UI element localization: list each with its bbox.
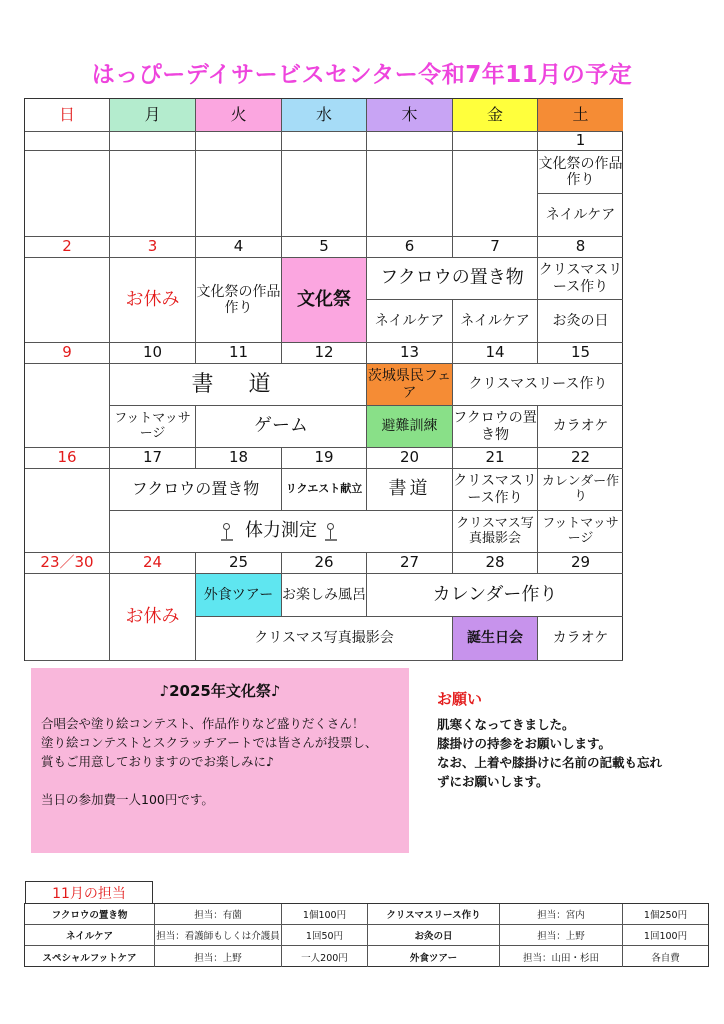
event-cell: クリスマスリース作り [453, 364, 623, 406]
date-number: 29 [538, 553, 623, 574]
staff-cell: 担当：上野 [155, 946, 282, 967]
event-cell: ネイルケア [367, 300, 453, 343]
event-cell: 避難訓練 [367, 406, 453, 448]
event-cell: ネイルケア [538, 194, 623, 237]
date-number: 2 [25, 237, 110, 258]
event-cell: フットマッサージ [538, 511, 623, 553]
date-number: 1 [538, 132, 623, 151]
staff-cell: 1個250円 [623, 904, 708, 925]
weekday-header: 日 [25, 99, 110, 132]
date-number: 22 [538, 448, 623, 469]
date-number: 14 [453, 343, 538, 364]
event-cell: リクエスト献立 [282, 469, 367, 511]
weekday-header: 月 [110, 99, 196, 132]
empty-cell [25, 574, 110, 661]
event-cell: カラオケ [538, 406, 623, 448]
staff-cell: 担当：宮内 [500, 904, 623, 925]
event-cell: フクロウの置き物 [110, 469, 282, 511]
staff-cell: 1個100円 [282, 904, 368, 925]
date-number: 23／30 [25, 553, 110, 574]
event-cell: お灸の日 [538, 300, 623, 343]
festival-line-3: 賞もご用意しておりますのでお楽しみに♪ [41, 754, 274, 769]
weekday-header: 水 [282, 99, 367, 132]
date-number: 20 [367, 448, 453, 469]
fitness-test-label: 体力測定 [245, 520, 317, 542]
fitness-stand-icon [221, 523, 237, 541]
date-number: 5 [282, 237, 367, 258]
empty-cell [196, 151, 282, 237]
festival-box [31, 668, 409, 853]
event-cell: 誕生日会 [453, 617, 538, 661]
date-number: 17 [110, 448, 196, 469]
event-cell: フクロウの置き物 [367, 258, 538, 300]
empty-cell [25, 469, 110, 553]
staff-cell: 1回100円 [623, 925, 708, 946]
date-number: 10 [110, 343, 196, 364]
staff-cell: 一人200円 [282, 946, 368, 967]
calendar [24, 98, 623, 661]
festival-line-4: 当日の参加費一人100円です。 [41, 792, 214, 807]
event-cell: 茨城県民フェア [367, 364, 453, 406]
event-cell: カレンダー作り [367, 574, 623, 617]
festival-line-2: 塗り絵コンテストとスクラッチアートでは皆さんが投票し、 [41, 735, 378, 750]
date-number: 26 [282, 553, 367, 574]
festival-cell: 文化祭 [282, 258, 367, 343]
event-cell: クリスマスリース作り [538, 258, 623, 300]
date-number: 7 [453, 237, 538, 258]
event-cell: 外食ツアー [196, 574, 282, 617]
empty-cell [282, 151, 367, 237]
date-number: 8 [538, 237, 623, 258]
empty-cell [25, 258, 110, 343]
staff-cell: クリスマスリース作り [368, 904, 500, 925]
date-number: 12 [282, 343, 367, 364]
event-cell: フットマッサージ [110, 406, 196, 448]
fitness-stand-icon [325, 523, 341, 541]
date-number: 13 [367, 343, 453, 364]
staff-cell: スペシャルフットケア [25, 946, 155, 967]
staff-cell: 担当：看護師もしくは介護員 [155, 925, 282, 946]
staff-cell: 外食ツアー [368, 946, 500, 967]
fitness-test-cell [110, 511, 453, 553]
weekday-header: 木 [367, 99, 453, 132]
staff-cell: フクロウの置き物 [25, 904, 155, 925]
event-cell: クリスマス写真撮影会 [453, 511, 538, 553]
empty-cell [25, 364, 110, 448]
weekday-header: 金 [453, 99, 538, 132]
staff-cell: 担当：有薗 [155, 904, 282, 925]
holiday-cell: お休み [110, 574, 196, 661]
festival-line-1: 合唱会や塗り絵コンテスト、作品作りなど盛りだくさん！ [41, 716, 365, 731]
holiday-cell: お休み [110, 258, 196, 343]
weekday-header: 土 [538, 99, 623, 132]
date-number: 9 [25, 343, 110, 364]
staff-cell: 各自費 [651, 952, 680, 964]
event-cell: クリスマスリース作り [453, 469, 538, 511]
date-number: 4 [196, 237, 282, 258]
staff-cell: 担当：山田・杉田 [500, 946, 623, 967]
empty-cell [25, 151, 110, 237]
staff-cell: お灸の日 [368, 925, 500, 946]
date-number [110, 132, 196, 151]
date-number [196, 132, 282, 151]
festival-heading: ♪2025年文化祭♪ [159, 682, 281, 700]
event-cell: フクロウの置き物 [453, 406, 538, 448]
date-number: 25 [196, 553, 282, 574]
staff-cell: 担当：上野 [500, 925, 623, 946]
request-line-1: 肌寒くなってきました。 [437, 717, 575, 732]
date-number: 28 [453, 553, 538, 574]
empty-cell [110, 151, 196, 237]
request-line-4: ずにお願いします。 [437, 774, 549, 789]
event-cell: クリスマス写真撮影会 [196, 617, 453, 661]
request-box [437, 688, 722, 791]
event-cell: カレンダー作り [538, 469, 623, 511]
staff-title: 11月の担当 [25, 881, 153, 903]
date-number: 24 [110, 553, 196, 574]
date-number: 27 [367, 553, 453, 574]
date-number [25, 132, 110, 151]
staff-table [24, 903, 709, 967]
event-cell: ゲーム [196, 406, 367, 448]
event-cell: 文化祭の作品作り [538, 151, 623, 194]
request-line-2: 膝掛けの持参をお願いします。 [437, 736, 612, 751]
date-number: 19 [282, 448, 367, 469]
date-number: 11 [196, 343, 282, 364]
request-line-3: なお、上着や膝掛けに名前の記載も忘れ [437, 755, 663, 770]
date-number: 6 [367, 237, 453, 258]
date-number: 21 [453, 448, 538, 469]
event-cell: 文化祭の作品作り [196, 258, 282, 343]
staff-cell: ネイルケア [25, 925, 155, 946]
request-heading: お願い [437, 690, 483, 708]
event-cell: 書道 [367, 469, 453, 511]
event-cell: お楽しみ風呂 [282, 574, 367, 617]
date-number: 15 [538, 343, 623, 364]
event-cell: 書 道 [110, 364, 367, 406]
date-number [367, 132, 453, 151]
weekday-header: 火 [196, 99, 282, 132]
date-number: 3 [110, 237, 196, 258]
event-cell: カラオケ [538, 617, 623, 661]
date-number: 16 [25, 448, 110, 469]
date-number [453, 132, 538, 151]
event-cell: ネイルケア [453, 300, 538, 343]
date-number: 18 [196, 448, 282, 469]
staff-cell: 1回50円 [282, 925, 368, 946]
page-title: はっぴーデイサービスセンター令和7年11月の予定 [91, 62, 633, 88]
date-number [282, 132, 367, 151]
empty-cell [367, 151, 453, 237]
empty-cell [453, 151, 538, 237]
